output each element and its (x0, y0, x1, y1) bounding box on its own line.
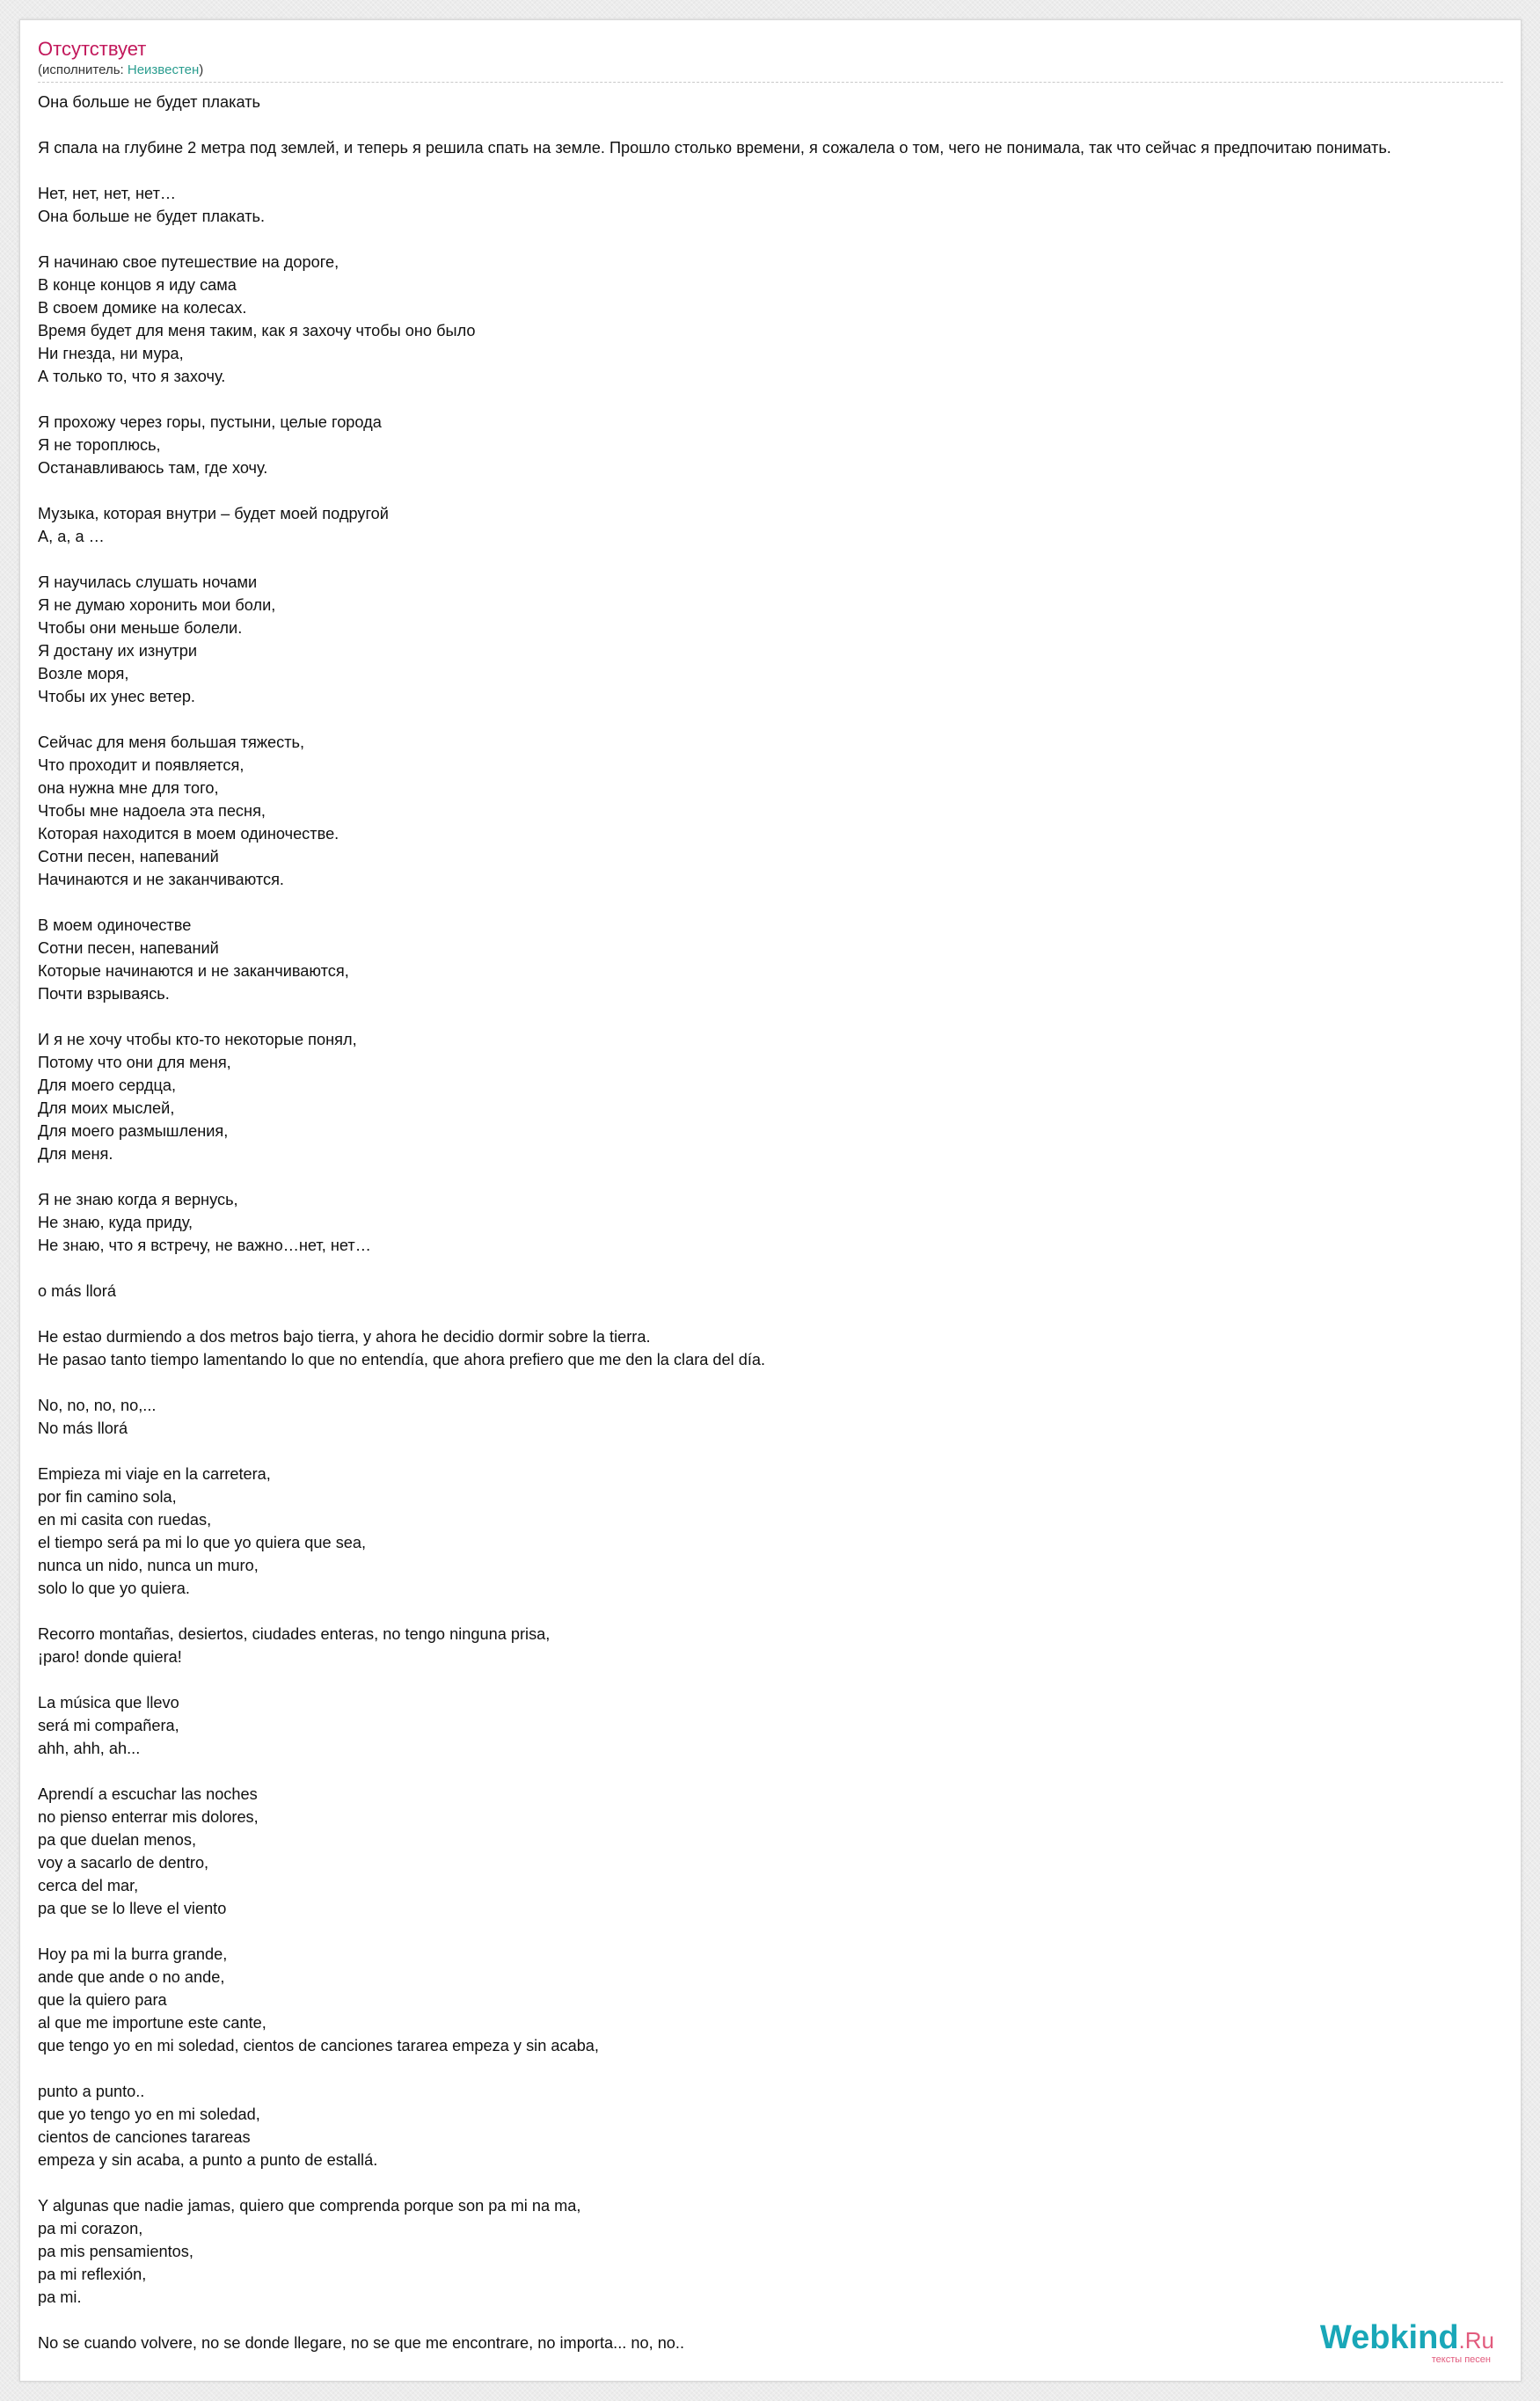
lyric-line: Чтобы их унес ветер. (38, 688, 195, 705)
lyric-line: ahh, ahh, ah... (38, 1740, 141, 1757)
lyric-line: Сотни песен, напеваний (38, 939, 219, 957)
lyric-blank-line (38, 1760, 1522, 1783)
lyric-line: pa que duelan menos, (38, 1831, 196, 1849)
lyric-blank-line (38, 228, 1522, 251)
lyric-blank-line (38, 548, 1522, 571)
artist-line (38, 62, 1503, 78)
lyric-line: voy a sacarlo de dentro, (38, 1854, 209, 1872)
lyric-line: Останавливаюсь там, где хочу. (38, 459, 268, 477)
lyric-line: И я не хочу чтобы кто-то некоторые понял, (38, 1031, 357, 1048)
lyric-blank-line (38, 1440, 1522, 1463)
lyric-line: el tiempo será pa mi lo que yo quiera que sea, (38, 1534, 367, 1551)
lyric-line: она нужна мне для того, (38, 779, 219, 797)
lyric-blank-line (38, 1600, 1522, 1623)
lyric-line: Музыка, которая внутри – будет моей подругой (38, 505, 389, 522)
lyric-line: Я спала на глубине 2 метра под землей, и теперь я решила спать на земле. Прошло столько времени, я сожалела о том, чего не понимала, так что сейчас я предпочитаю понимать. (38, 139, 1391, 157)
lyric-blank-line (38, 1303, 1522, 1325)
lyric-line: Потому что они для меня, (38, 1054, 231, 1071)
song-header (38, 38, 1503, 83)
lyric-line: Я не тороплюсь, (38, 436, 161, 454)
lyric-line: nunca un nido, nunca un muro, (38, 1557, 259, 1574)
logo-main-text: Webkind (1319, 2319, 1459, 2356)
lyric-line: Я научилась слушать ночами (38, 573, 258, 591)
lyric-line: que la quiero para (38, 1991, 167, 2009)
lyric-line: Y algunas que nadie jamas, quiero que comprenda porque son pa mi na ma, (38, 2197, 581, 2215)
lyric-line: Она больше не будет плакать. (38, 208, 266, 225)
lyric-line: cerca del mar, (38, 1877, 139, 1894)
lyric-line: Сотни песен, напеваний (38, 848, 219, 865)
lyric-line: Я прохожу через горы, пустыни, целые города (38, 413, 382, 431)
lyric-line: Нет, нет, нет, нет… (38, 185, 177, 202)
lyric-line: Что проходит и появляется, (38, 756, 245, 774)
lyric-line: punto a punto.. (38, 2083, 145, 2100)
lyric-line: que yo tengo yo en mi soledad, (38, 2105, 260, 2123)
lyric-blank-line (38, 479, 1522, 502)
lyric-line: ande que ande o no ande, (38, 1968, 225, 1986)
lyric-blank-line (38, 1668, 1522, 1691)
lyric-blank-line (38, 1165, 1522, 1188)
lyrics-sheet (19, 19, 1522, 2382)
logo-tagline: тексты песен (1431, 2354, 1491, 2365)
lyric-line: Hoy pa mi la burra grande, (38, 1945, 228, 1963)
artist-suffix: ) (199, 62, 204, 77)
lyrics-body (38, 91, 1522, 2354)
lyric-line: Время будет для меня таким, как я захочу чтобы оно было (38, 322, 476, 339)
lyric-line: solo lo que yo quiera. (38, 1580, 190, 1597)
lyric-line: Не знаю, куда приду, (38, 1214, 193, 1231)
lyric-blank-line (38, 1920, 1522, 1943)
lyric-line: Она больше не будет плакать (38, 93, 261, 111)
lyric-line: Для моего размышления, (38, 1122, 229, 1140)
lyric-line: cientos de canciones tarareas (38, 2128, 251, 2146)
lyric-line: ¡paro! donde quiera! (38, 1648, 182, 1666)
lyric-line: А, а, а … (38, 528, 105, 545)
lyric-line: pa mi corazon, (38, 2220, 143, 2237)
lyric-line: que tengo yo en mi soledad, cientos de canciones tararea empeza y sin acaba, (38, 2037, 599, 2054)
lyric-line: Начинаются и не заканчиваются. (38, 871, 284, 888)
lyric-line: No más llorá (38, 1419, 128, 1437)
lyric-line: pa que se lo lleve el viento (38, 1900, 227, 1917)
lyric-line: será mi compañera, (38, 1717, 179, 1734)
lyric-line: pa mi reflexión, (38, 2266, 147, 2283)
lyric-line: В своем домике на колесах. (38, 299, 247, 317)
lyric-blank-line (38, 1005, 1522, 1028)
lyric-blank-line (38, 388, 1522, 411)
logo-tld: .Ru (1458, 2327, 1494, 2354)
lyric-line: А только то, что я захочу. (38, 368, 226, 385)
lyric-line: no pienso enterrar mis dolores, (38, 1808, 259, 1826)
lyric-line: Которая находится в моем одиночестве. (38, 825, 339, 843)
lyric-blank-line (38, 891, 1522, 914)
lyric-line: pa mi. (38, 2288, 82, 2306)
lyric-line: Не знаю, что я встречу, не важно…нет, нет… (38, 1237, 371, 1254)
lyric-blank-line (38, 708, 1522, 731)
lyric-line: Aprendí a escuchar las noches (38, 1785, 258, 1803)
lyric-line: Возле моря, (38, 665, 129, 682)
lyric-line: Я не знаю когда я вернусь, (38, 1191, 238, 1208)
lyric-line: La música que llevo (38, 1694, 179, 1711)
logo-wordmark (1320, 2320, 1494, 2358)
lyric-blank-line (38, 2057, 1522, 2080)
lyric-blank-line (38, 159, 1522, 182)
lyric-line: Почти взрываясь. (38, 985, 170, 1003)
lyric-line: No se cuando volvere, no se donde llegare, no se que me encontrare, no importa... no, no.. (38, 2334, 685, 2352)
lyric-blank-line (38, 113, 1522, 136)
lyric-blank-line (38, 2171, 1522, 2194)
lyric-line: Для меня. (38, 1145, 113, 1163)
lyric-line: pa mis pensamientos, (38, 2243, 193, 2260)
lyric-line: en mi casita con ruedas, (38, 1511, 212, 1529)
lyric-blank-line (38, 2309, 1522, 2332)
lyric-line: empeza y sin acaba, a punto a punto de estallá. (38, 2151, 378, 2169)
lyric-line: Чтобы они меньше болели. (38, 619, 243, 637)
lyric-line: Чтобы мне надоела эта песня, (38, 802, 266, 820)
lyric-line: He pasao tanto tiempo lamentando lo que no entendía, que ahora prefiero que me den la clara del día. (38, 1351, 766, 1368)
lyric-line: Сейчас для меня большая тяжесть, (38, 733, 305, 751)
lyric-line: Для моих мыслей, (38, 1099, 175, 1117)
lyric-line: Empieza mi viaje en la carretera, (38, 1465, 271, 1483)
lyric-line: Recorro montañas, desiertos, ciudades enteras, no tengo ninguna prisa, (38, 1625, 551, 1643)
lyric-line: por fin camino sola, (38, 1488, 177, 1506)
lyric-line: No, no, no, no,... (38, 1397, 157, 1414)
lyric-line: Для моего сердца, (38, 1076, 177, 1094)
song-title: Отсутствует (38, 38, 147, 60)
lyric-line: o más llorá (38, 1282, 116, 1300)
lyric-line: al que me importune este cante, (38, 2014, 266, 2032)
lyric-line: Я начинаю свое путешествие на дороге, (38, 253, 339, 271)
lyric-line: Я не думаю хоронить мои боли, (38, 596, 276, 614)
artist-prefix: (исполнитель: (38, 62, 128, 77)
lyric-line: В моем одиночестве (38, 916, 192, 934)
lyric-line: Ни гнезда, ни мура, (38, 345, 184, 362)
lyric-line: Которые начинаются и не заканчиваются, (38, 962, 349, 980)
site-logo[interactable] (1320, 2320, 1494, 2365)
lyric-blank-line (38, 1257, 1522, 1280)
lyric-line: В конце концов я иду сама (38, 276, 237, 294)
lyric-line: Я достану их изнутри (38, 642, 197, 660)
artist-link[interactable]: Неизвестен (127, 62, 200, 77)
lyric-blank-line (38, 1371, 1522, 1394)
lyric-line: He estao durmiendo a dos metros bajo tierra, y ahora he decidio dormir sobre la tierra. (38, 1328, 651, 1346)
